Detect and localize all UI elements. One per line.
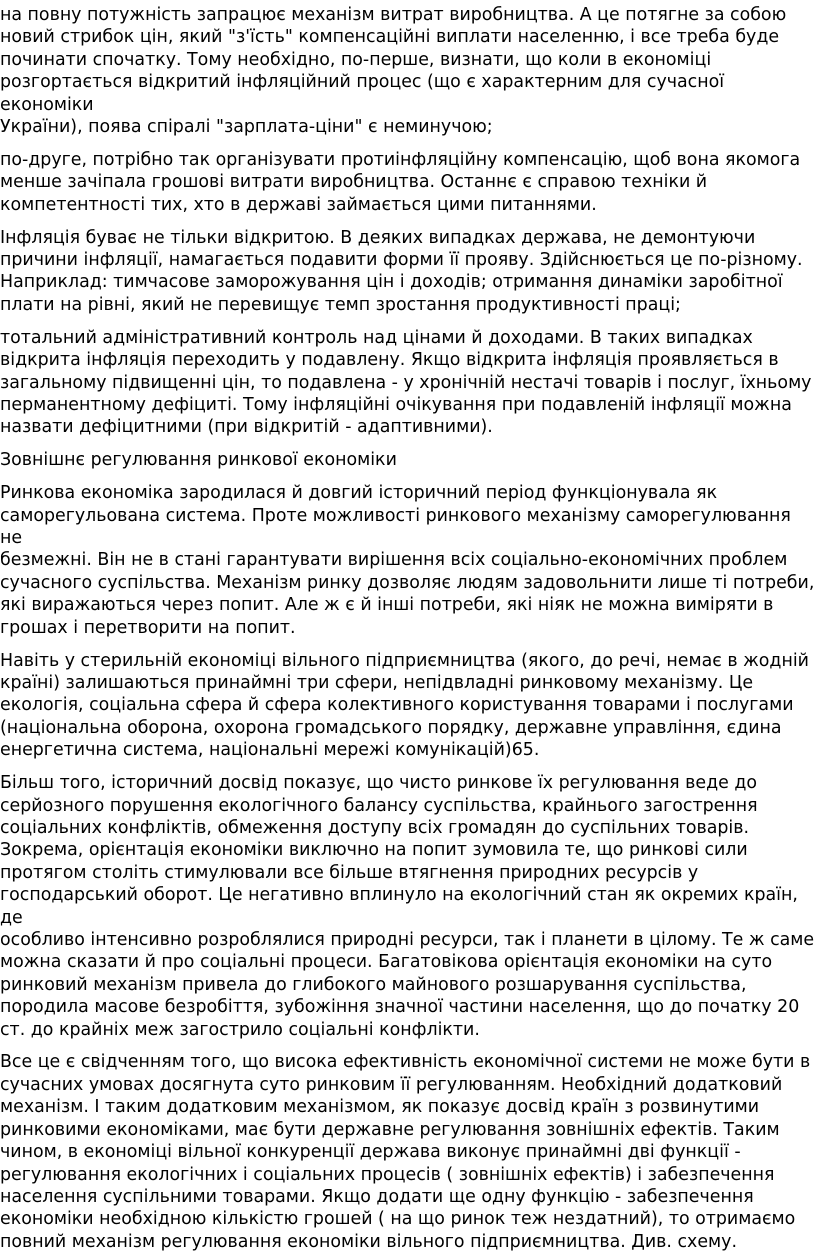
section-heading: Зовнішнє регулювання ринкової економіки	[0, 450, 397, 471]
paragraph-three-spheres: Навіть у стерильній економіці вільного підприємництва (якого, до речі, немає в жодній країні) залишаються принаймні три сфери, непідвладні ринковому механізму. Це екологія, соціальна сфера й сфера колективного користування товарами і послугами (національна оборона, охорона громадського порядку, державне управління, єдина енергетична система, національні мережі комунікацій)65.	[0, 650, 809, 761]
paragraph-administrative-control: тотальний адміністративний контроль над цінами й доходами. В таких випадках відкрита інфляція переходить у подавлену. Якщо відкрита інфляція проявляється в загальному підвищенні цін, то подавлена - у хронічній нестачі товарів і послуг, їхньому перманентному дефіциті. Тому інфляційні очікування при подавленій інфляції можна назвати дефіцитними (при відкритій - адаптивними).	[0, 327, 812, 438]
paragraph-self-regulation: Ринкова економіка зародилася й довгий історичний період функціонувала як саморегульована система. Проте можливості ринкового механізму саморегулювання не безмежні. Він не в стані гарантувати вирішення всіх соціально-економічних проблем сучасного суспільства. Механізм ринку дозволяє людям задовольнити лише ті потреби, які виражаються через попит. Але ж є й інші потреби, які ніяк не можна виміряти в грошах і перетворити на попит.	[0, 483, 815, 638]
paragraph-historical-experience: Більш того, історичний досвід показує, що чисто ринкове їх регулювання веде до серйозного порушення екологічного балансу суспільства, крайнього загострення соціальних конфліктів, обмеження доступу всіх громадян до суспільних товарів. Зокрема, орієнтація економіки виключно на попит зумовила те, що ринкові сили протягом століть стимулювали все більше втягнення природних ресурсів у господарський оборот. Це негативно вплинуло на екологічний стан як окремих країн, де особливо інтенсивно розроблялися природні ресурси, так і планети в цілому. Те ж саме можна сказати й про соціальні процеси. Багатовікова орієнтація економіки на суто ринковий механізм привела до глибокого майнового розшарування суспільства, породила масове безробіття, зубожіння значної частини населення, що до початку 20 ст. до крайніх меж загострило соціальні конфлікти.	[0, 773, 815, 1040]
paragraph-state-regulation: Все це є свідченням того, що висока ефективність економічної системи не може бути в сучасних умовах досягнута суто ринковим її регулюванням. Необхідний додатковий механізм. І таким додатковим механізмом, як показує досвід країн з розвинутими ринковими економіками, має бути державне регулювання зовнішніх ефектів. Таким чином, в економіці вільної конкуренції держава виконує принаймні дві функції - регулювання екологічних і соціальних процесів ( зовнішніх ефектів) і забезпечення населення суспільними товарами. Якщо додати ще одну функцію - забезпечення економіки необхідною кількістю грошей ( на що ринок теж нездатний), то отримаємо повний механізм регулювання економіки вільного підприємництва. Див. схему.	[0, 1052, 811, 1252]
paragraph-compensation: по-друге, потрібно так організувати протиінфляційну компенсацію, щоб вона якомога менше зачіпала грошові витрати виробництва. Останнє є справою техніки й компетентності тих, хто в державі займається цими питаннями.	[0, 149, 801, 215]
paragraph-inflation-spiral: на повну потужність запрацює механізм витрат виробництва. А це потягне за собою новий стрибок цін, який "з'їсть" компенсаційні виплати населенню, і все треба буде починати спочатку. Тому необхідно, по-перше, визнати, що коли в економіці розгортається відкритий інфляційний процес (що є характерним для сучасної економіки України), поява спіралі "зарплата-ціни" є неминучою;	[0, 5, 787, 138]
paragraph-suppressed-inflation: Інфляція буває не тільки відкритою. В деяких випадках держава, не демонтуючи причини інфляції, намагається подавити форми її прояву. Здійснюється це по-різному. Наприклад: тимчасове заморожування цін і доходів; отримання динаміки заробітної плати на рівні, який не перевищує темп зростання продуктивності праці;	[0, 227, 803, 315]
